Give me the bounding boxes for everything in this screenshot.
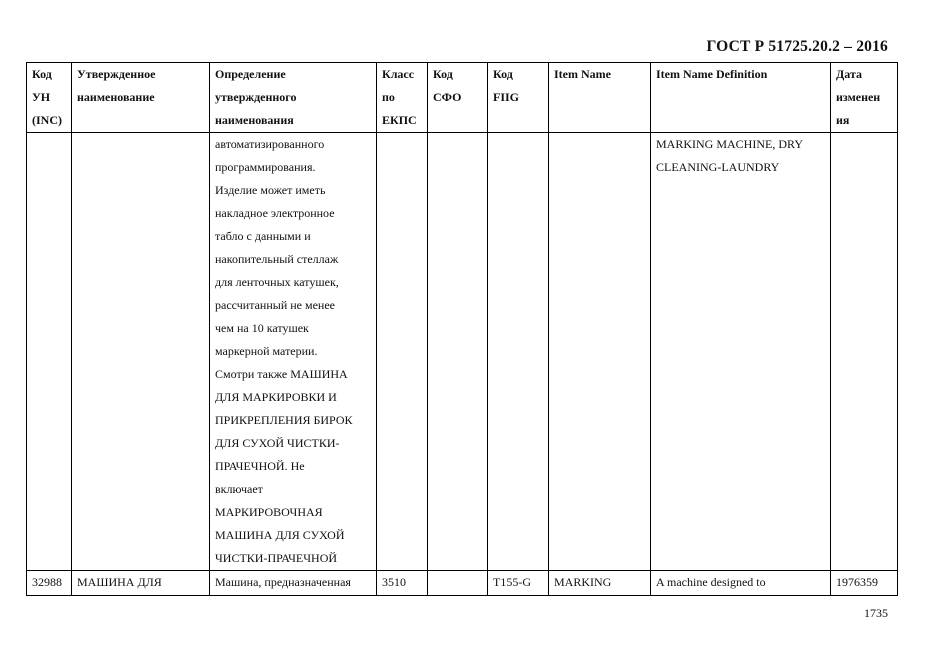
cell-change-date bbox=[831, 133, 898, 571]
cell-approved-name bbox=[72, 133, 210, 571]
definition-line: Изделие может иметь bbox=[215, 183, 326, 197]
col-header-line: Item Name bbox=[554, 67, 611, 81]
col-header-line: Дата bbox=[836, 67, 862, 81]
definition-line: ПРИКРЕПЛЕНИЯ БИРОК bbox=[215, 413, 353, 427]
item-name-definition-line: MARKING MACHINE, DRY bbox=[656, 137, 804, 151]
definition-line: маркерной материи. bbox=[215, 344, 318, 358]
cell-item-name-definition: A machine designed to bbox=[651, 571, 831, 596]
col-header-line: FIIG bbox=[493, 90, 520, 104]
col-header-sfo bbox=[428, 63, 488, 133]
table-row bbox=[27, 571, 898, 596]
page-number: 1735 bbox=[864, 606, 888, 620]
col-header-line: Класс bbox=[382, 67, 415, 81]
col-header-line: изменен bbox=[836, 90, 881, 104]
cell-class bbox=[377, 133, 428, 571]
cell-inc: 32988 bbox=[27, 571, 72, 596]
definition-line: МАШИНА ДЛЯ СУХОЙ bbox=[215, 528, 345, 542]
cell-definition: Машина, предназначенная bbox=[210, 571, 377, 596]
cell-sfo bbox=[428, 133, 488, 571]
cell-approved-name: МАШИНА ДЛЯ bbox=[72, 571, 210, 596]
col-header-fiig bbox=[488, 63, 549, 133]
definition-line: накладное электронное bbox=[215, 206, 335, 220]
definition-line: для ленточных катушек, bbox=[215, 275, 339, 289]
col-header-line: Код bbox=[433, 67, 453, 81]
definition-line: ПРАЧЕЧНОЙ. Не bbox=[215, 459, 305, 473]
col-header-line: Код bbox=[493, 67, 513, 81]
definition-line: автоматизированного bbox=[215, 137, 325, 151]
col-header-change-date bbox=[831, 63, 898, 133]
definition-line: чем на 10 катушек bbox=[215, 321, 309, 335]
definition-line: накопительный стеллаж bbox=[215, 252, 339, 266]
col-header-line: по bbox=[382, 90, 395, 104]
col-header-item-name bbox=[549, 63, 651, 133]
col-header-line: утвержденного bbox=[215, 90, 297, 104]
col-header-line: ия bbox=[836, 113, 850, 127]
col-header-class bbox=[377, 63, 428, 133]
definition-line: МАРКИРОВОЧНАЯ bbox=[215, 505, 323, 519]
col-header-line: наименование bbox=[77, 90, 155, 104]
table-row-continuation bbox=[27, 133, 898, 571]
col-header-line: СФО bbox=[433, 90, 462, 104]
definition-line: программирования. bbox=[215, 160, 316, 174]
col-header-line: ЕКПС bbox=[382, 113, 417, 127]
col-header-line: УН bbox=[32, 90, 51, 104]
col-header-line: (INC) bbox=[32, 113, 62, 127]
definition-line: ДЛЯ МАРКИРОВКИ И bbox=[215, 390, 337, 404]
cell-item-name: MARKING bbox=[549, 571, 651, 596]
cell-fiig: T155-G bbox=[488, 571, 549, 596]
col-header-item-name-definition bbox=[651, 63, 831, 133]
definition-line: рассчитанный не менее bbox=[215, 298, 335, 312]
cell-change-date: 1976359 bbox=[831, 571, 898, 596]
document-standard-code: ГОСТ Р 51725.20.2 – 2016 bbox=[706, 38, 888, 55]
definition-line: ЧИСТКИ-ПРАЧЕЧНОЙ bbox=[215, 551, 338, 565]
cell-item-name-definition bbox=[651, 133, 831, 571]
definition-line: ДЛЯ СУХОЙ ЧИСТКИ- bbox=[215, 436, 340, 450]
definition-line: Смотри также МАШИНА bbox=[215, 367, 348, 381]
cell-item-name bbox=[549, 133, 651, 571]
cell-definition bbox=[210, 133, 377, 571]
table-header-row bbox=[27, 63, 898, 133]
cell-inc bbox=[27, 133, 72, 571]
col-header-inc bbox=[27, 63, 72, 133]
cell-fiig bbox=[488, 133, 549, 571]
cell-sfo bbox=[428, 571, 488, 596]
cell-class: 3510 bbox=[377, 571, 428, 596]
col-header-line: наименования bbox=[215, 113, 294, 127]
col-header-approved-name bbox=[72, 63, 210, 133]
registry-table bbox=[26, 62, 898, 596]
col-header-line: Определение bbox=[215, 67, 286, 81]
col-header-definition bbox=[210, 63, 377, 133]
item-name-definition-line: CLEANING-LAUNDRY bbox=[656, 160, 780, 174]
definition-line: табло с данными и bbox=[215, 229, 311, 243]
col-header-line: Item Name Definition bbox=[656, 67, 768, 81]
definition-line: включает bbox=[215, 482, 263, 496]
col-header-line: Код bbox=[32, 67, 52, 81]
col-header-line: Утвержденное bbox=[77, 67, 156, 81]
